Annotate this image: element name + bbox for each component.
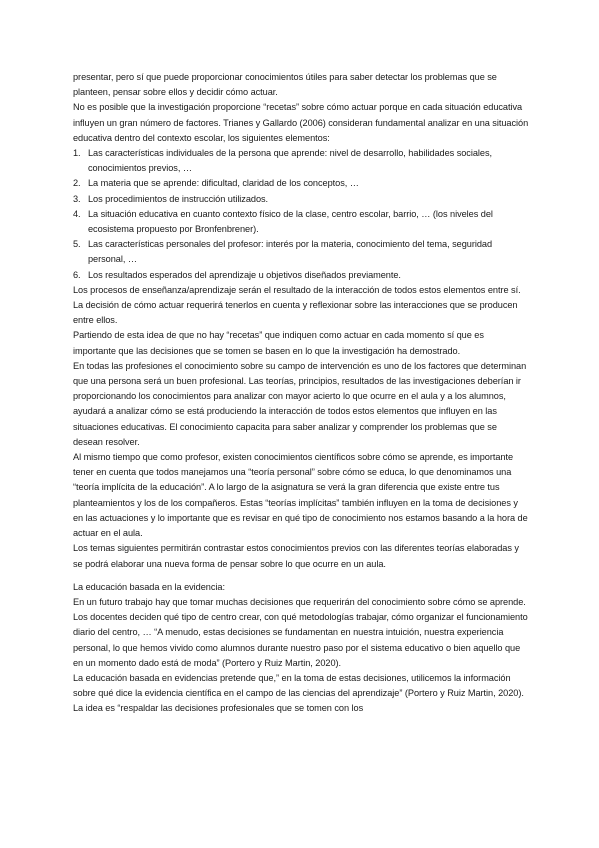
list-item — [73, 207, 529, 237]
body-paragraph-4: Al mismo tiempo que como profesor, existen conocimientos científicos sobre cómo se aprende, es importante tener en cuenta que todos manejamos una “teoría personal” sobre cómo se educa, lo que denominamos una “teoría implícita de la educación”. A lo largo de la asignatura se verá la gran diferencia que existe entre tus planteamientos y los de los compañeros. Estas “teorías implícitas” también influyen en la toma de decisiones y en las actuaciones y lo importante que es revisar en qué tipo de conocimiento nos estamos basando a la hora de actuar en el aula. — [73, 452, 528, 539]
list-text: Las características personales del profesor: interés por la materia, conocimiento del tema, seguridad personal, … — [88, 239, 493, 265]
list-item — [73, 237, 529, 267]
intro-paragraph-1: presentar, pero sí que puede proporcionar conocimientos útiles para saber detectar los problemas que se planteen, pensar sobre ellos y decidir cómo actuar. — [73, 72, 497, 98]
section-paragraph-2: La educación basada en evidencias pretende que,” en la toma de estas decisiones, utilicemos la información sobre qué dice la evidencia científica en el campo de las ciencias del aprendizaje” (Portero y Ruiz Martin, 2020). La idea es “respaldar las decisiones profesionales que se tomen con los — [73, 672, 524, 714]
list-number: 4. — [73, 208, 81, 219]
list-item — [73, 176, 529, 191]
list-number: 1. — [73, 148, 81, 159]
section-spacer — [73, 572, 529, 580]
section-heading: La educación basada en la evidencia: — [73, 581, 225, 592]
body-paragraph-1: Los procesos de enseñanza/aprendizaje serán el resultado de la interacción de todos estos elementos entre sí. La decisión de cómo actuar requerirá tenerlos en cuenta y reflexionar sobre las interacciones que se producen entre ellos. — [73, 284, 521, 326]
list-number: 3. — [73, 193, 81, 204]
list-text: Los procedimientos de instrucción utilizados. — [88, 193, 269, 204]
body-paragraph-2: Partiendo de esta idea de que no hay “recetas” que indiquen como actuar en cada momento sí que es importante que las decisiones que se tomen se basen en lo que la investigación ha demostrado. — [73, 330, 484, 356]
list-text: La materia que se aprende: dificultad, claridad de los conceptos, … — [88, 178, 359, 189]
list-number: 5. — [73, 239, 81, 250]
body-paragraph-5: Los temas siguientes permitirán contrastar estos conocimientos previos con las diferentes teorías elaboradas y se podrá elaborar una nueva forma de pensar sobre lo que ocurre en un aula. — [73, 543, 519, 569]
intro-paragraph-2: No es posible que la investigación proporcione “recetas” sobre cómo actuar porque en cada situación educativa influyen un gran número de factores. Trianes y Gallardo (2006) consideran fundamental analizar en una situación educativa dentro del contexto escolar, los siguientes elementos: — [73, 102, 529, 143]
list-text: La situación educativa en cuanto contexto físico de la clase, centro escolar, barrio, … (los niveles del ecosistema propuesto por Bronfenbrener). — [88, 208, 493, 235]
section-paragraph-1: En un futuro trabajo hay que tomar muchas decisiones que requerirán del conocimiento sobre cómo se aprende. Los docentes deciden qué tipo de centro crear, con qué metodologías trabajar, cómo organizar el funcionamiento diario del centro, … “A menudo, estas decisiones se fundamentan en nuestra intuición, nuestra experiencia personal, lo que hemos vivido como alumnos durante nuestro paso por el sistema educativo o bien aquello que en un momento dado está de moda” (Portero y Ruiz Martin, 2020). — [73, 596, 528, 668]
list-item — [73, 146, 529, 176]
body-paragraph-3: En todas las profesiones el conocimiento sobre su campo de intervención es uno de los factores que determinan que una persona será un buen profesional. Las teorías, principios, resultados de las investigaciones deberían ir proporcionando los conocimientos para analizar con mayor acierto lo que ocurre en el aula y a los alumnos, ayudará a analizar cómo se está produciendo la interacción de todos estos elementos que influyen en las situaciones educativas. El conocimiento capacita para saber analizar y comprender los problemas que se desean resolver. — [73, 360, 527, 447]
factors-list — [73, 146, 529, 283]
list-text: Los resultados esperados del aprendizaje u objetivos diseñados previamente. — [88, 269, 401, 280]
list-item — [73, 268, 529, 283]
list-text: Las características individuales de la persona que aprende: nivel de desarrollo, habilidades sociales, conocimientos previos, … — [88, 148, 492, 174]
list-number: 6. — [73, 269, 81, 280]
list-number: 2. — [73, 178, 81, 189]
list-item — [73, 192, 529, 207]
